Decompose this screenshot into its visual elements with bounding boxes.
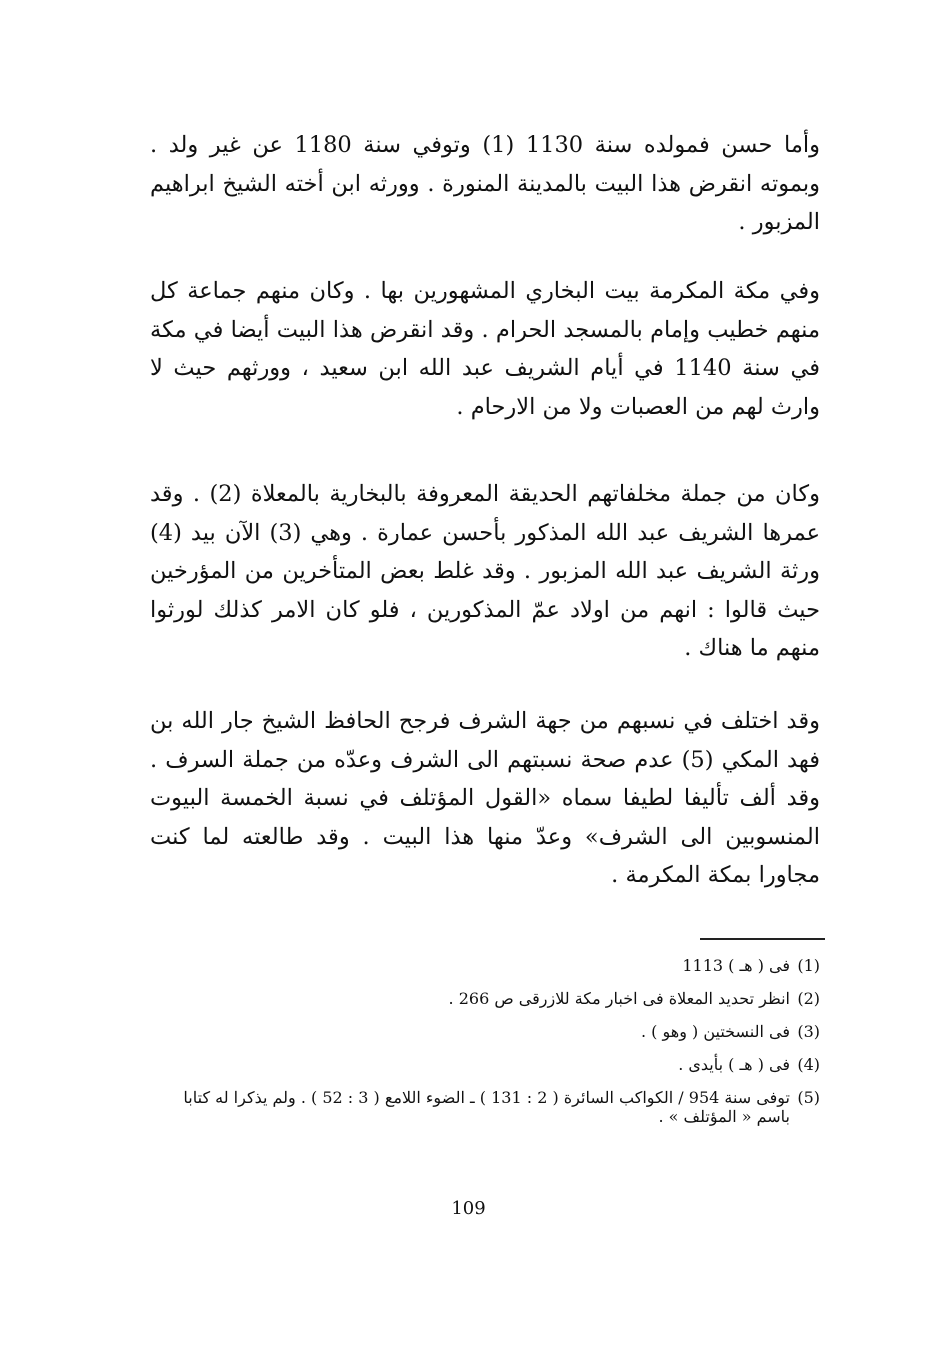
paragraph-1 (150, 126, 820, 242)
paragraph-2-text: وفي مكة المكرمة بيت البخاري المشهورين بها . وكان منهم جماعة كل منهم خطيب وإمام بالمسجد الحرام . وقد انقرض هذا البيت أيضا في مكة في سنة 1140 في أيام الشريف عبد الله ابن سعيد ، وورثهم حيث لا وارث لهم من العصبات ولا من الارحام . (150, 278, 820, 420)
footnote-text: فى ( هـ ) بأيدى . (678, 1055, 790, 1074)
footnote-item (160, 1022, 820, 1041)
footnote-number: (1) (797, 956, 820, 975)
paragraph-2 (150, 272, 820, 426)
footnote-text: فى ( هـ ) 1113 (682, 956, 790, 975)
paragraph-1-text: وأما حسن فمولده سنة 1130 (1) وتوفي سنة 1180 عن غير ولد . وبموته انقرض هذا البيت بالمدينة المنورة . وورثه ابن أخته الشيخ ابراهيم المزبور . (150, 132, 820, 235)
footnote-divider (700, 938, 825, 940)
paragraph-4-text: وقد اختلف في نسبهم من جهة الشرف فرجح الحافظ الشيخ جار الله بن فهد المكي (5) عدم صحة نسبتهم الى الشرف وعدّه من جملة السرف . وقد ألف تأليفا لطيفا سماه «القول المؤتلف في نسبة الخمسة البيوت المنسوبين الى الشرف» وعدّ منها هذا البيت . وقد طالعته لما كنت مجاورا بمكة المكرمة . (150, 708, 820, 888)
footnote-item (160, 989, 820, 1008)
footnote-number: (3) (797, 1022, 820, 1041)
footnote-item (160, 1088, 820, 1126)
footnote-item (160, 1055, 820, 1074)
paragraph-3-text: وكان من جملة مخلفاتهم الحديقة المعروفة بالبخارية بالمعلاة (2) . وقد عمرها الشريف عبد الله المذكور بأحسن عمارة . وهي (3) الآن بيد (4) ورثة الشريف عبد الله المزبور . وقد غلط بعض المتأخرين من المؤرخين حيث قالوا : انهم من اولاد عمّ المذكورين ، فلو كان الامر كذلك لورثوا منهم ما هناك . (150, 481, 821, 661)
footnote-text: انظر تحديد المعلاة فى اخبار مكة للازرقى ص 266 . (448, 989, 790, 1008)
page-number: 109 (451, 1198, 486, 1219)
paragraph-3 (150, 475, 820, 668)
footnotes (160, 956, 820, 1140)
footnote-text: فى النسختين ( وهو ) . (641, 1022, 790, 1041)
footnote-number: (5) (797, 1088, 820, 1107)
paragraph-4 (150, 702, 820, 895)
footnote-text: توفى سنة 954 / الكواكب السائرة ( 2 : 131 ) ـ الضوء اللامع ( 3 : 52 ) . ولم يذكرا له كتابا باسم « المؤتلف » . (183, 1088, 790, 1126)
footnote-number: (2) (797, 989, 820, 1008)
footnote-item (160, 956, 820, 975)
footnote-number: (4) (797, 1055, 820, 1074)
